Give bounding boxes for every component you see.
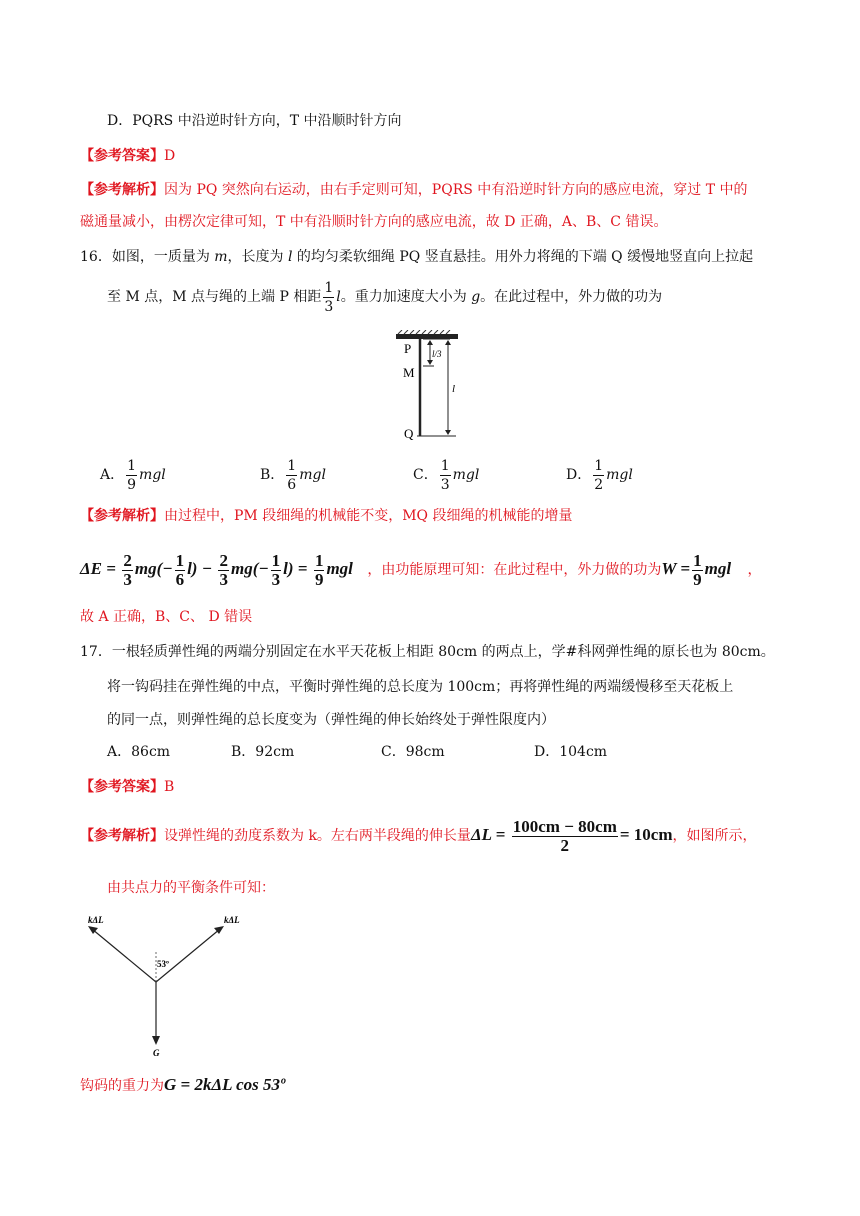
q16-option-d: D． $\frac{1}{2}$ mgl — [566, 457, 633, 493]
q15-answer — [80, 146, 175, 166]
ceiling-hatch — [398, 330, 450, 334]
label-g: G — [153, 1048, 160, 1057]
fraction: $\frac{1}{3}$ — [324, 279, 334, 315]
q16-option-c: C． $\frac{1}{3}$ mgl — [413, 457, 480, 493]
q17-option-a: A．86cm — [107, 744, 171, 760]
q15-option-d: D．PQRS 中沿逆时针方向，T 中沿顺时针方向 — [107, 113, 402, 129]
force-diagram — [84, 912, 254, 1057]
q17-answer: 【参考答案】B — [80, 779, 175, 795]
label-p: P — [404, 341, 412, 356]
q17-stem-line2: 将一钩码挂在弹性绳的中点，平衡时弹性绳的总长度为 100cm；再将弹性绳的两端缓慢移至天花板上 — [107, 679, 734, 695]
q16-stem-line2: 至 M 点，M 点与绳的上端 P 相距 $\frac{1}{3}$ l。重力加速度大小为 g。在此过程中，外力做的功为 — [107, 279, 663, 315]
label-k-dl-right: kΔL — [224, 915, 240, 925]
answer-tag: 【参考答案】 — [80, 148, 164, 164]
q15-analysis-line2: 磁通量减小，由楞次定律可知，T 中有沿顺时针方向的感应电流，故 D 正确，A、B、C 错误。 — [80, 214, 668, 230]
q16-analysis-line3: 故 A 正确，B、C、 D 错误 — [80, 609, 253, 625]
q17-option-d: D．104cm — [534, 744, 608, 760]
rope-figure — [390, 330, 480, 442]
q17-option-b: B．92cm — [231, 744, 295, 760]
answer-value: D — [164, 148, 176, 164]
q16-option-a: A． $\frac{1}{9}$ mgl — [100, 457, 166, 493]
label-k-dl-left: kΔL — [88, 915, 104, 925]
label-m: M — [403, 365, 415, 380]
label-q: Q — [404, 426, 414, 441]
q17-option-c: C．98cm — [381, 744, 445, 760]
left-tension-vector — [92, 929, 156, 982]
q17-stem-line3: 的同一点，则弹性绳的总长度变为（弹性绳的伸长始终处于弹性限度内） — [107, 712, 555, 728]
q15-analysis-line1: 【参考解析】因为 PQ 突然向右运动，由右手定则可知，PQRS 中有沿逆时针方向的感应电流，穿过 T 中的 — [80, 182, 748, 198]
q16-analysis-line1: 【参考解析】由过程中，PM 段细绳的机械能不变，MQ 段细绳的机械能的增量 — [80, 508, 573, 524]
q16-energy-equation: ΔE = $\frac{2}{3}$ mg(− $\frac{1}{6}$ l) − $\frac{2}{3}$ mg(− $\frac{1}{3}$ l) = $\frac{1}{9}$ mgl ，由功能原理可知：在此过程中，外力做的功为W = $\frac{1}{9}$ mgl ， — [80, 550, 762, 589]
right-tension-vector — [156, 929, 220, 982]
q17-analysis-line3: 钩码的重力为G = 2kΔL cos 53º — [80, 1075, 286, 1094]
q17-analysis-line1: 【参考解析】设弹性绳的劲度系数为 k。左右两半段绳的伸长量ΔL = $\frac{100cm - 80cm}{2}$ = 10cm，如图所示， — [80, 816, 757, 855]
q17-analysis-line2: 由共点力的平衡条件可知： — [107, 880, 275, 896]
q17-stem-line1: 17．一根轻质弹性绳的两端分别固定在水平天花板上相距 80cm 的两点上，学#科网弹性绳的原长也为 80cm。 — [80, 644, 775, 660]
analysis-tag: 【参考解析】 — [80, 182, 164, 198]
ceiling — [396, 334, 458, 339]
q16-stem-line1: 16．如图，一质量为 m，长度为 l 的均匀柔软细绳 PQ 竖直悬挂。用外力将绳的下端 Q 缓慢地竖直向上拉起 — [80, 249, 754, 265]
angle-label: 53º — [157, 959, 169, 969]
q16-option-b: B． $\frac{1}{6}$ mgl — [260, 457, 326, 493]
label-l: l — [452, 383, 456, 395]
label-third: l/3 — [432, 349, 442, 359]
